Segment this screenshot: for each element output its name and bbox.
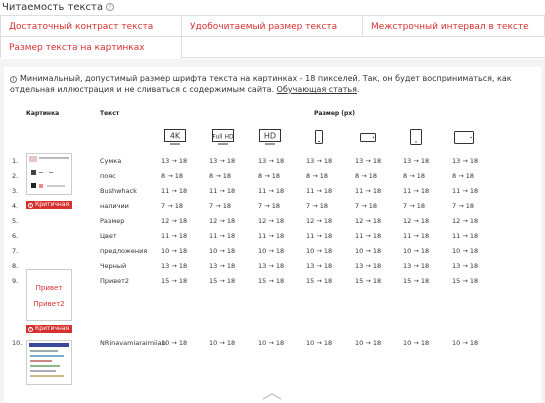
text-line (30, 375, 64, 377)
text-line (30, 370, 56, 372)
size-cell: 10 → 18 (306, 339, 333, 347)
text-line (39, 172, 43, 173)
row-text: Привет2 (100, 277, 129, 285)
tablet-landscape-icon (450, 128, 478, 145)
text-line (47, 185, 65, 187)
size-cell: 13 → 18 (258, 262, 285, 270)
text-line (30, 360, 52, 362)
row-number: 5. (12, 217, 19, 225)
size-cell: 13 → 18 (452, 157, 479, 165)
image-thumbnail-3[interactable] (26, 340, 72, 385)
size-cell: 10 → 18 (209, 339, 236, 347)
size-cell: 13 → 18 (403, 262, 430, 270)
row-number: 2. (12, 172, 19, 180)
info-note: i Минимальный, допустимый размер шрифта текста на картинках - 18 пикселей. Так, он будет восприниматься, как отдельная иллюстрация и не сливаться с содержимым сайта. Обучающая статья. (10, 74, 512, 94)
size-cell: 13 → 18 (306, 157, 333, 165)
alert-circle-icon: ! (29, 202, 32, 208)
size-cell: 10 → 18 (452, 339, 479, 347)
monitor-fullhd-icon (209, 128, 237, 145)
size-cell: 7 → 18 (161, 202, 183, 210)
text-line (30, 355, 64, 357)
row-number: 4. (12, 202, 19, 210)
size-cell: 15 → 18 (258, 277, 285, 285)
size-cell: 11 → 18 (452, 187, 479, 195)
device-label: 4K (169, 131, 181, 140)
size-cell: 8 → 18 (209, 172, 231, 180)
size-cell: 11 → 18 (355, 232, 382, 240)
critical-badge: ! Критичная (26, 201, 72, 209)
size-cell: 10 → 18 (403, 247, 430, 255)
size-cell: 10 → 18 (306, 247, 333, 255)
text-line (39, 157, 69, 159)
size-cell: 13 → 18 (209, 157, 236, 165)
device-label: Full HD (212, 133, 234, 140)
size-cell: 10 → 18 (355, 247, 382, 255)
size-cell: 11 → 18 (209, 232, 236, 240)
size-cell: 7 → 18 (306, 202, 328, 210)
row-text: пояс (100, 172, 116, 180)
size-cell: 11 → 18 (306, 187, 333, 195)
text-line (30, 350, 58, 352)
tab-font-size[interactable]: Удобочитаемый размер текста (181, 15, 363, 37)
size-cell: 13 → 18 (403, 157, 430, 165)
size-cell: 11 → 18 (403, 187, 430, 195)
col-header-text: Текст (100, 110, 120, 117)
size-cell: 13 → 18 (161, 157, 188, 165)
size-cell: 7 → 18 (209, 202, 231, 210)
monitor-4k-icon (161, 128, 189, 145)
size-cell: 11 → 18 (452, 232, 479, 240)
row-text: Размер (100, 217, 125, 225)
row-number: 6. (12, 232, 19, 240)
size-cell: 13 → 18 (209, 262, 236, 270)
text-line (49, 172, 53, 173)
size-cell: 10 → 18 (452, 247, 479, 255)
product-image (31, 170, 36, 175)
size-cell: 12 → 18 (161, 217, 188, 225)
size-cell: 12 → 18 (258, 217, 285, 225)
size-cell: 13 → 18 (452, 262, 479, 270)
row-text: Сумка (100, 157, 122, 165)
row-number: 8. (12, 262, 19, 270)
size-cell: 10 → 18 (161, 247, 188, 255)
size-cell: 11 → 18 (161, 187, 188, 195)
text-line (30, 365, 60, 367)
size-cell: 15 → 18 (355, 277, 382, 285)
phone-portrait-icon (305, 128, 333, 145)
size-cell: 13 → 18 (355, 157, 382, 165)
product-image (29, 156, 37, 162)
size-cell: 10 → 18 (209, 247, 236, 255)
row-number: 3. (12, 187, 19, 195)
tablet-portrait-icon (402, 128, 430, 145)
image-thumbnail-2[interactable]: Привет Привет2 (26, 269, 72, 321)
row-text: наличии (100, 202, 129, 210)
size-cell: 15 → 18 (161, 277, 188, 285)
size-cell: 7 → 18 (258, 202, 280, 210)
size-cell: 15 → 18 (306, 277, 333, 285)
size-cell: 13 → 18 (306, 262, 333, 270)
image-thumbnail-1[interactable] (26, 153, 72, 195)
alert-circle-icon: ! (29, 326, 32, 332)
size-cell: 8 → 18 (161, 172, 183, 180)
col-header-size: Размер (px) (314, 110, 355, 117)
size-cell: 7 → 18 (355, 202, 377, 210)
size-cell: 12 → 18 (209, 217, 236, 225)
size-cell: 11 → 18 (403, 232, 430, 240)
tab-line-spacing[interactable]: Межстрочный интервал в тексте (362, 15, 545, 37)
row-number: 7. (12, 247, 19, 255)
col-header-picture: Картинка (26, 110, 60, 117)
size-cell: 7 → 18 (403, 202, 425, 210)
size-cell: 8 → 18 (403, 172, 425, 180)
phone-landscape-icon (354, 128, 382, 145)
size-cell: 11 → 18 (306, 232, 333, 240)
tab-image-text-size[interactable]: Размер текста на картинках (0, 36, 182, 58)
size-cell: 10 → 18 (258, 247, 285, 255)
tutorial-link[interactable]: Обучающая статья (276, 85, 357, 94)
size-cell: 13 → 18 (258, 157, 285, 165)
size-cell: 11 → 18 (209, 187, 236, 195)
content-card (4, 67, 541, 403)
tab-panel (0, 59, 545, 403)
size-cell: 13 → 18 (355, 262, 382, 270)
size-cell: 12 → 18 (452, 217, 479, 225)
row-text: NRinavamiaraimiian (100, 339, 166, 347)
size-cell: 8 → 18 (258, 172, 280, 180)
size-cell: 8 → 18 (355, 172, 377, 180)
row-text: Bushwhack (100, 187, 137, 195)
size-cell: 15 → 18 (209, 277, 236, 285)
size-cell: 10 → 18 (403, 339, 430, 347)
row-number: 10. (12, 339, 23, 347)
size-cell: 15 → 18 (452, 277, 479, 285)
row-number: 9. (12, 277, 19, 285)
row-text: Черный (100, 262, 127, 270)
product-image (39, 184, 43, 188)
size-cell: 10 → 18 (355, 339, 382, 347)
info-circle-icon: i (10, 76, 17, 83)
header-bar (29, 343, 69, 347)
device-label: HD (263, 131, 277, 140)
size-cell: 11 → 18 (161, 232, 188, 240)
size-cell: 11 → 18 (355, 187, 382, 195)
product-image (31, 183, 36, 188)
size-cell: 10 → 18 (258, 339, 285, 347)
row-text: Цвет (100, 232, 117, 240)
size-cell: 15 → 18 (403, 277, 430, 285)
collapse-chevron-icon[interactable] (261, 392, 283, 400)
page-title: Читаемость текста ? (2, 0, 114, 14)
size-cell: 11 → 18 (258, 232, 285, 240)
row-number: 1. (12, 157, 19, 165)
critical-badge: ! Критичная (26, 325, 72, 333)
size-cell: 7 → 18 (452, 202, 474, 210)
size-cell: 8 → 18 (452, 172, 474, 180)
tab-row-filler (181, 36, 545, 58)
size-cell: 12 → 18 (355, 217, 382, 225)
row-text: предложения (100, 247, 148, 255)
size-cell: 12 → 18 (403, 217, 430, 225)
size-cell: 8 → 18 (306, 172, 328, 180)
question-circle-icon[interactable]: ? (106, 3, 114, 11)
size-cell: 11 → 18 (258, 187, 285, 195)
tab-contrast[interactable]: Достаточный контраст текста (0, 15, 182, 37)
size-cell: 13 → 18 (161, 262, 188, 270)
size-cell: 12 → 18 (306, 217, 333, 225)
monitor-hd-icon (256, 128, 284, 145)
size-cell: 10 → 18 (161, 339, 188, 347)
